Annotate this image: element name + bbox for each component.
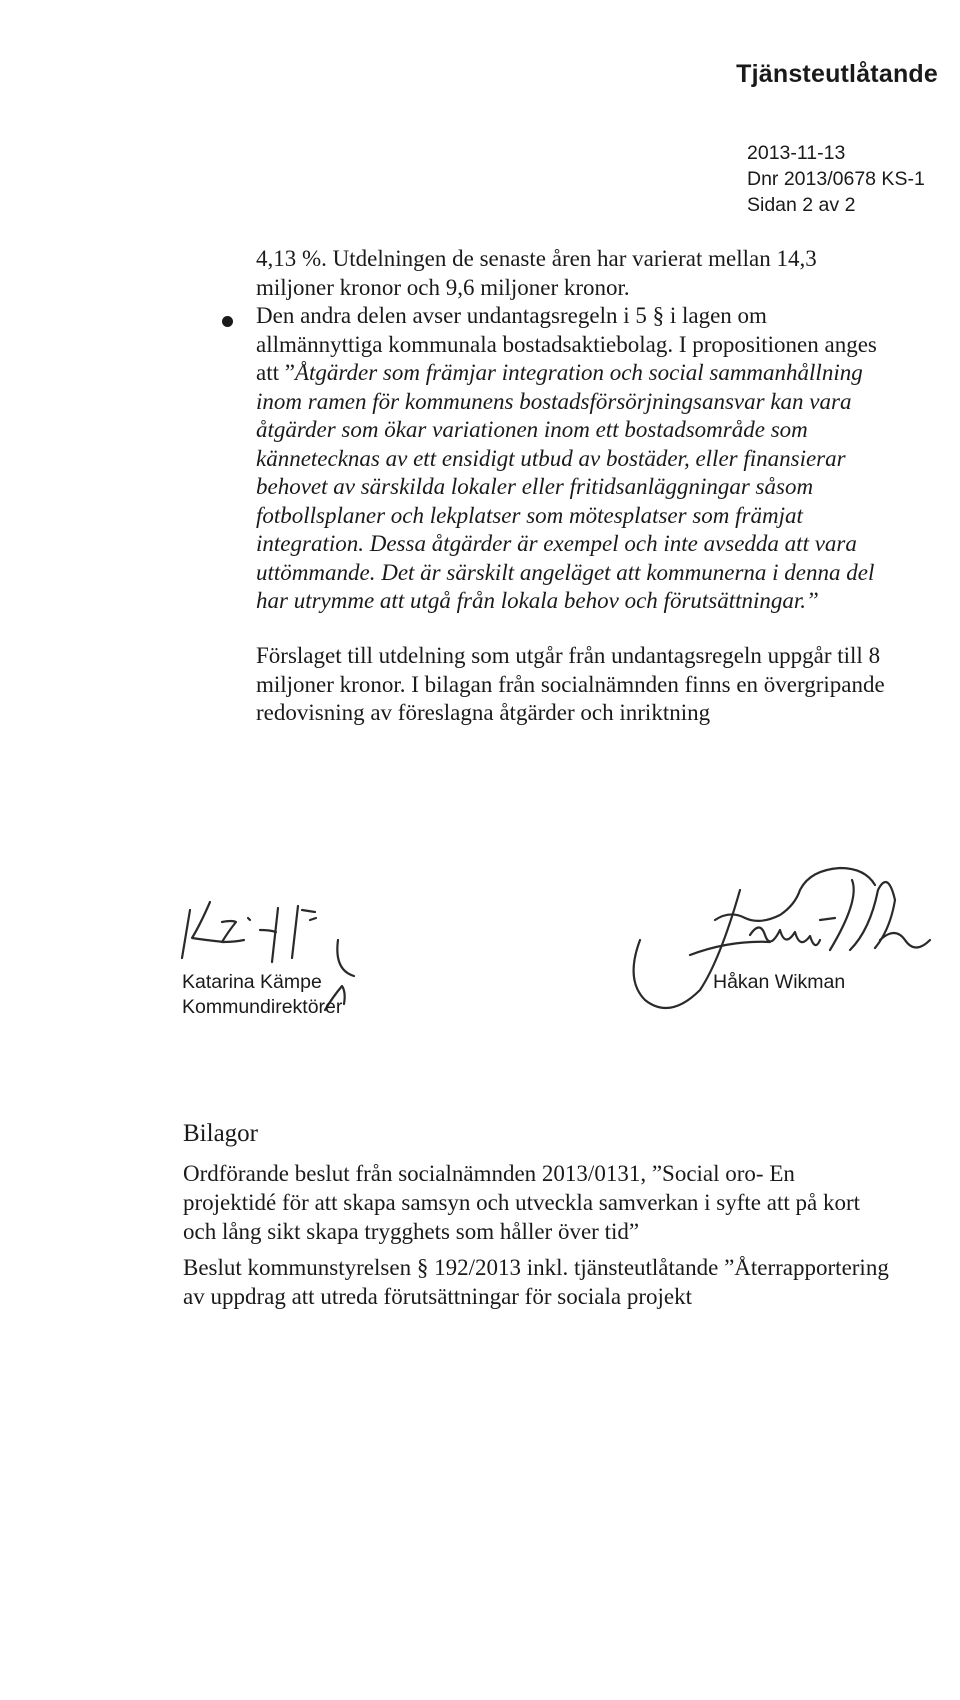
text-line: allmännyttiga kommunala bostadsaktiebolag. I propositionen anges <box>256 331 877 357</box>
text-line: Ordförande beslut från socialnämnden 2013/0131, ”Social oro- En <box>183 1161 795 1186</box>
text-line: och lång sikt skapa trygghets som håller över tid” <box>183 1219 640 1244</box>
attachments-heading: Bilagor <box>183 1120 258 1147</box>
quote-line: inom ramen för kommunens bostadsförsörjningsansvar kan vara <box>256 388 852 414</box>
quote-line: fotbollsplaner och lekplatser som mötesplatser som främjat <box>256 502 803 528</box>
quote-line: behovet av särskilda lokaler eller fritidsanläggningar såsom <box>256 474 814 499</box>
quote-lead: att ” <box>256 360 295 385</box>
proposal-paragraph <box>256 642 936 728</box>
quote-line: integration. Dessa åtgärder är exempel och inte avsedda att vara <box>256 531 857 556</box>
text-line: Förslaget till utdelning som utgår från undantagsregeln uppgår till 8 <box>256 643 881 668</box>
text-line: av uppdrag att utreda förutsättningar för sociala projekt <box>183 1284 693 1309</box>
text-line: 4,13 %. Utdelningen de senaste åren har varierat mellan 14,3 <box>256 246 817 271</box>
text-line: Den andra delen avser undantagsregeln i 5 § i lagen om <box>256 303 767 328</box>
quote-line: uttömmande. Det är särskilt angeläget att kommunerna i denna del <box>256 559 875 585</box>
signatory-name: Håkan Wikman <box>713 971 846 993</box>
quote-line: åtgärder som ökar variationen inom ett bostadsområde som <box>256 417 808 442</box>
attachment-item <box>183 1159 943 1246</box>
document-dnr: Dnr 2013/0678 KS-1 <box>747 168 925 190</box>
attachment-item <box>183 1253 943 1311</box>
signatory-name: Katarina Kämpe <box>182 971 322 993</box>
signature-right-image <box>620 860 940 1040</box>
intro-paragraph <box>256 245 936 302</box>
bullet-dot-icon <box>222 316 233 327</box>
bullet-paragraph <box>256 302 936 616</box>
quote-first-line <box>256 359 936 388</box>
signature-block-left <box>182 970 342 1020</box>
text-line: miljoner kronor och 9,6 miljoner kronor. <box>256 274 630 300</box>
document-meta <box>747 140 925 218</box>
quote-text: Åtgärder som främjar integration och social sammanhållning <box>294 360 863 385</box>
text-line: Beslut kommunstyrelsen § 192/2013 inkl. tjänsteutlåtande ”Återrapportering <box>183 1255 889 1280</box>
quote-line: kännetecknas av ett ensidigt utbud av bostäder, eller finansierar <box>256 445 846 471</box>
text-line: miljoner kronor. I bilagan från socialnämnden finns en övergripande <box>256 671 885 697</box>
text-line: redovisning av föreslagna åtgärder och inriktning <box>256 700 711 725</box>
document-date: 2013-11-13 <box>747 142 846 164</box>
quote-line: har utrymme att utgå från lokala behov och förutsättningar.” <box>256 588 819 613</box>
text-line: projektidé för att skapa samsyn och utveckla samverkan i syfte att på kort <box>183 1190 861 1215</box>
document-type-title: Tjänsteutlåtande <box>736 60 938 88</box>
signatory-title: Kommundirektörer <box>182 996 343 1018</box>
page-number: Sidan 2 av 2 <box>747 194 856 216</box>
signature-block-right <box>713 970 845 995</box>
